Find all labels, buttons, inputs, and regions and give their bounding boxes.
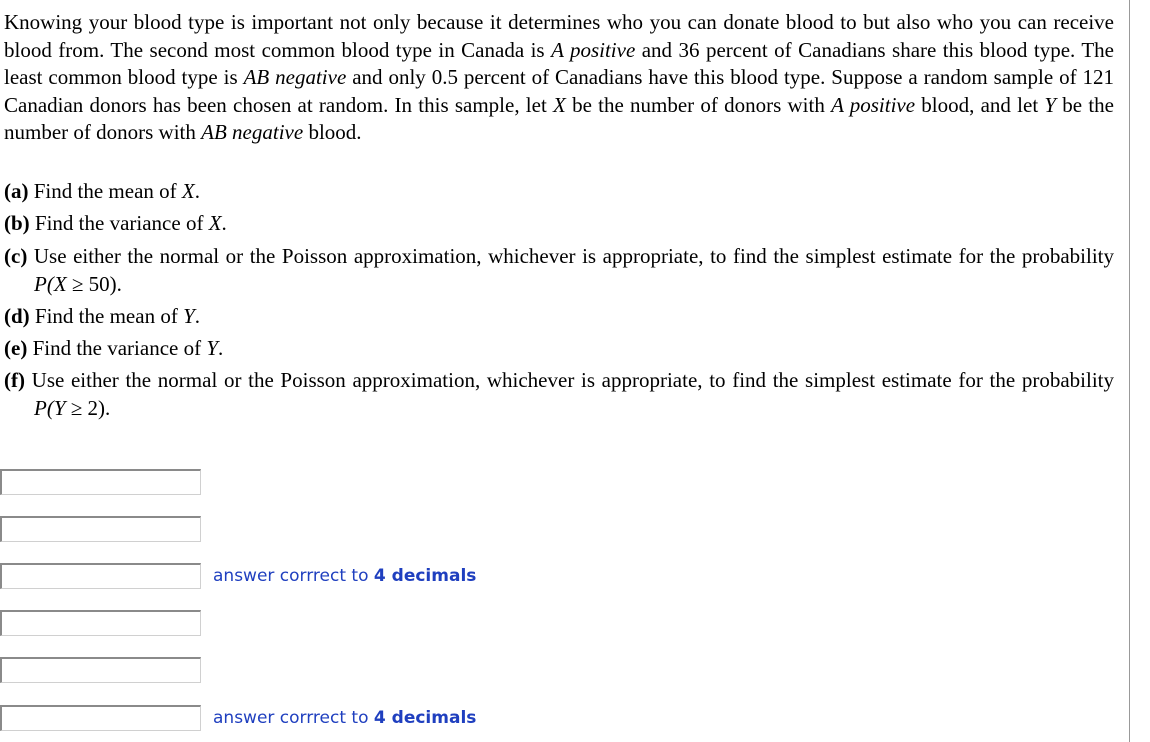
intro-text-1: Knowing your blood type is important not only because it determines who you can donate blood to but also who you can receive blood from. The second most common blood type in Canada is xyxy=(4,10,1114,62)
question-c xyxy=(4,243,1114,298)
intro-text-4: be the number of donors with xyxy=(565,92,832,117)
answer-input-e[interactable] xyxy=(0,657,201,683)
question-variable: Y xyxy=(183,304,195,328)
question-text: Find the mean of xyxy=(29,304,184,328)
precision-hint xyxy=(213,708,476,728)
precision-hint xyxy=(213,566,476,586)
question-a xyxy=(4,178,1114,206)
question-text: Find the variance of xyxy=(27,336,207,360)
answer-input-a[interactable] xyxy=(0,469,201,495)
variable-y: Y xyxy=(1044,92,1057,117)
problem-statement xyxy=(4,9,1114,147)
variable-x: X xyxy=(553,92,566,117)
question-end: . xyxy=(218,336,224,360)
question-tail: ≥ 2). xyxy=(65,395,111,420)
question-end: . xyxy=(221,211,227,235)
hint-decimals: 4 decimals xyxy=(373,708,477,728)
question-end: . xyxy=(194,179,200,203)
question-label: (f) xyxy=(4,368,25,392)
a-positive-term-2: A positive xyxy=(831,92,916,117)
ab-negative-term: AB negative xyxy=(243,65,347,89)
question-b xyxy=(4,210,1114,238)
hint-decimals: 4 decimals xyxy=(373,566,477,586)
question-expression: P(X xyxy=(34,271,67,296)
answer-input-d[interactable] xyxy=(0,610,201,636)
question-tail: ≥ 50). xyxy=(66,271,122,296)
question-text: Use either the normal or the Poisson approximation, whichever is appropriate, to find the simplest estimate for the probability xyxy=(24,368,1114,392)
answer-input-b[interactable] xyxy=(0,516,201,542)
hint-text: answer corrrect to xyxy=(213,566,374,586)
question-label: (b) xyxy=(4,211,30,235)
ab-negative-term-2: AB negative xyxy=(201,120,304,144)
intro-text-6: be the number of donors with xyxy=(4,92,1115,144)
answer-input-c[interactable] xyxy=(0,563,201,589)
question-e xyxy=(4,335,1114,363)
intro-text-2: and 36 percent of Canadians share this blood type. The least common blood type is xyxy=(4,37,1115,89)
intro-text-7: blood. xyxy=(303,120,362,144)
intro-text-5: blood, and let xyxy=(915,92,1045,117)
question-d xyxy=(4,303,1114,331)
question-text: Find the mean of xyxy=(28,179,182,203)
question-variable: X xyxy=(181,179,195,203)
a-positive-term: A positive xyxy=(551,37,636,62)
question-expression: P(Y xyxy=(34,395,66,420)
question-label: (e) xyxy=(4,336,28,360)
question-variable: Y xyxy=(206,336,219,360)
intro-text-3: and only 0.5 percent of Canadians have this blood type. Suppose a random sample of 121 Canadian donors has been chosen at random. In this sample, let xyxy=(4,65,1114,117)
answer-input-f[interactable] xyxy=(0,705,201,731)
hint-text: answer corrrect to xyxy=(213,708,374,728)
question-end: . xyxy=(194,304,200,328)
question-label: (a) xyxy=(4,179,29,203)
question-label: (c) xyxy=(4,244,28,268)
question-text: Find the variance of xyxy=(29,211,209,235)
question-variable: X xyxy=(208,211,222,235)
question-label: (d) xyxy=(4,304,30,328)
question-f xyxy=(4,367,1114,422)
question-text: Use either the normal or the Poisson approximation, whichever is appropriate, to find the simplest estimate for the probability xyxy=(27,244,1114,268)
